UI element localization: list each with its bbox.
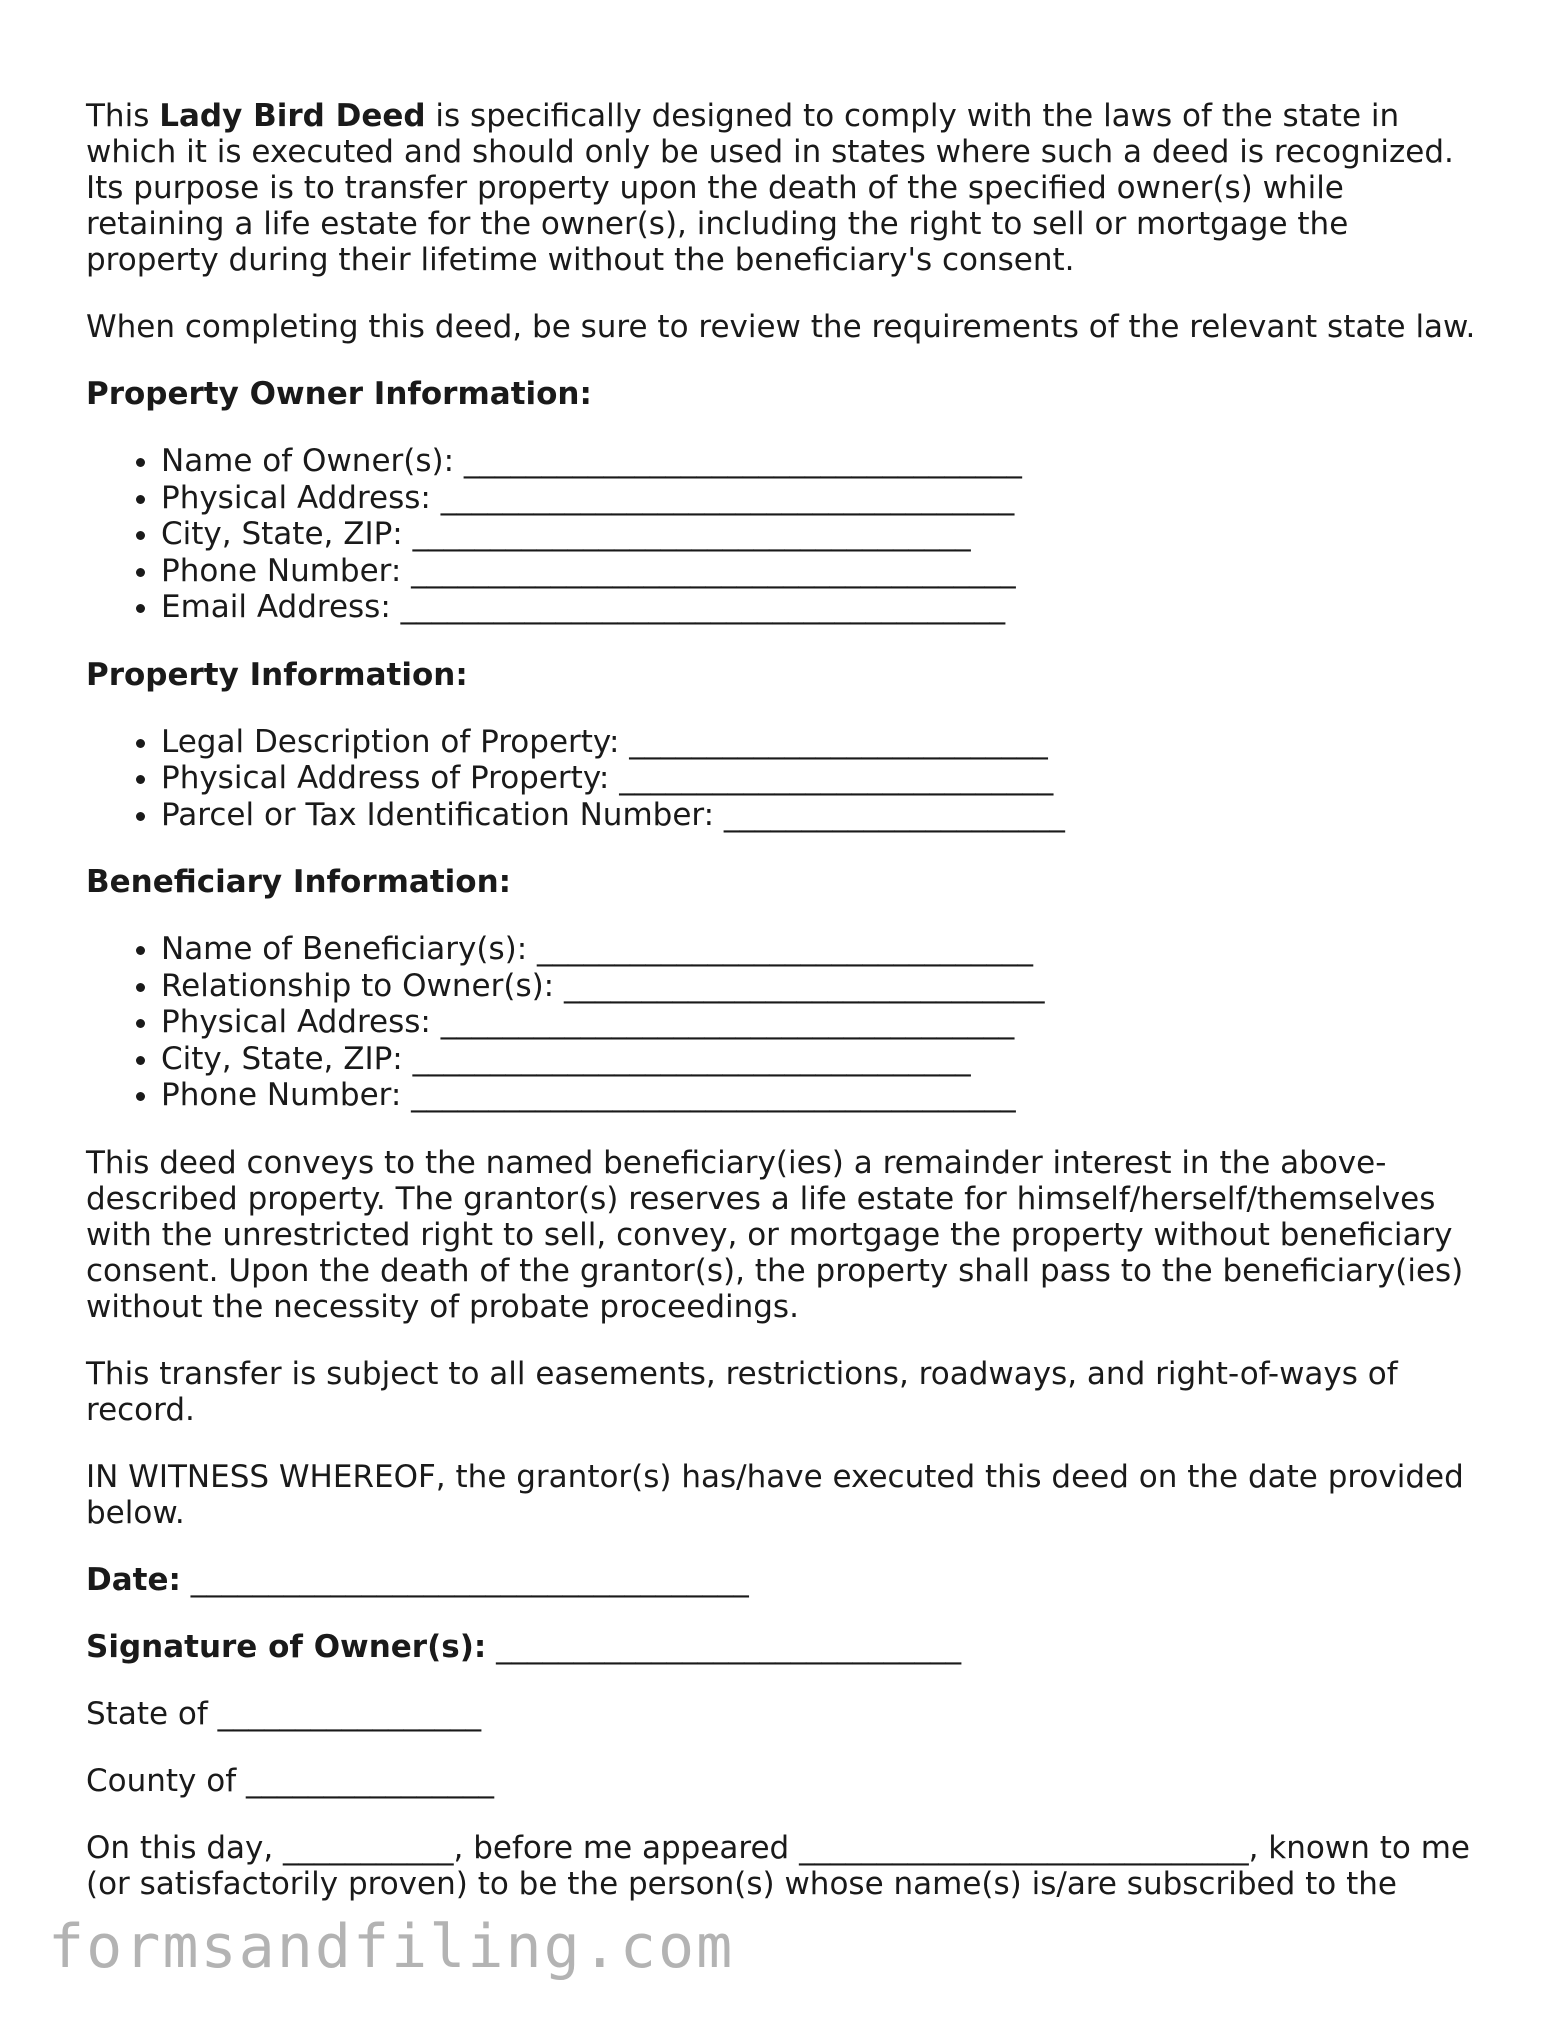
date-line <box>86 1562 1486 1598</box>
owner-email-field[interactable]: • Email Address: _______________________________________ <box>161 589 1486 626</box>
beneficiary-section-heading: Beneficiary Information: <box>86 864 512 900</box>
subject-to-paragraph: This transfer is subject to all easements, restrictions, roadways, and right-of-ways of record. <box>86 1355 1398 1428</box>
witness-paragraph: IN WITNESS WHEREOF, the grantor(s) has/have executed this deed on the date provided below. <box>86 1458 1464 1531</box>
beneficiary-phone-field[interactable]: • Phone Number: _______________________________________ <box>161 1077 1486 1114</box>
owner-name-field[interactable]: • Name of Owner(s): ____________________________________ <box>161 443 1486 480</box>
intro-paragraph <box>86 98 1486 278</box>
conveyance-paragraph: This deed conveys to the named beneficiary(ies) a remainder interest in the above-described property. The grantor(s) reserves a life estate for himself/herself/themselves with the unrestricted right to sell, convey, or mortgage the property without beneficiary consent. Upon the death of the grantor(s), the property shall pass to the beneficiary(ies) without the necessity of probate proceedings. <box>86 1144 1464 1325</box>
owner-phone-field[interactable]: • Phone Number: _______________________________________ <box>161 553 1486 590</box>
legal-description-field[interactable]: • Legal Description of Property: ___________________________ <box>161 724 1486 761</box>
deed-title: Lady Bird Deed <box>159 98 426 134</box>
beneficiary-address-field[interactable]: • Physical Address: _____________________________________ <box>161 1004 1486 1041</box>
signature-blank[interactable]: ______________________________ <box>486 1628 962 1665</box>
property-field-list <box>86 724 1486 834</box>
signature-label: Signature of Owner(s): <box>86 1628 487 1665</box>
deed-document <box>86 98 1486 1933</box>
beneficiary-name-field[interactable]: • Name of Beneficiary(s): ________________________________ <box>161 931 1486 968</box>
watermark-text: formsandfiling.com <box>48 1912 735 1982</box>
intro-prefix: This <box>86 98 160 134</box>
date-blank[interactable]: ____________________________________ <box>180 1561 749 1598</box>
date-label: Date: <box>86 1561 181 1598</box>
owner-section-heading: Property Owner Information: <box>86 376 592 412</box>
beneficiary-field-list <box>86 931 1486 1114</box>
county-line[interactable]: County of ________________ <box>86 1762 494 1799</box>
beneficiary-relationship-field[interactable]: • Relationship to Owner(s): _______________________________ <box>161 968 1486 1005</box>
owner-address-field[interactable]: • Physical Address: _____________________________________ <box>161 480 1486 517</box>
owner-field-list <box>86 443 1486 626</box>
beneficiary-city-state-zip-field[interactable]: • City, State, ZIP: ____________________________________ <box>161 1041 1486 1078</box>
state-line[interactable]: State of _________________ <box>86 1695 482 1732</box>
owner-city-state-zip-field[interactable]: • City, State, ZIP: ____________________________________ <box>161 516 1486 553</box>
review-note: When completing this deed, be sure to review the requirements of the relevant state law. <box>86 309 1476 345</box>
intro-text: is specifically designed to comply with the laws of the state in which it is executed and should only be used in states where such a deed is recognized. Its purpose is to transfer property upon the death of the specified owner(s) while retaining a life estate for the owner(s), including the right to sell or mortgage the property during their lifetime without the beneficiary's consent. <box>86 98 1454 278</box>
parcel-number-field[interactable]: • Parcel or Tax Identification Number: ______________________ <box>161 797 1486 834</box>
property-section-heading: Property Information: <box>86 656 468 693</box>
signature-line <box>86 1629 1486 1665</box>
notary-paragraph: On this day, ___________, before me appeared _____________________________, known to me (or satisfactorily proven) to be the person(s) whose name(s) is/are subscribed to the <box>86 1829 1470 1902</box>
property-address-field[interactable]: • Physical Address of Property: ____________________________ <box>161 760 1486 797</box>
